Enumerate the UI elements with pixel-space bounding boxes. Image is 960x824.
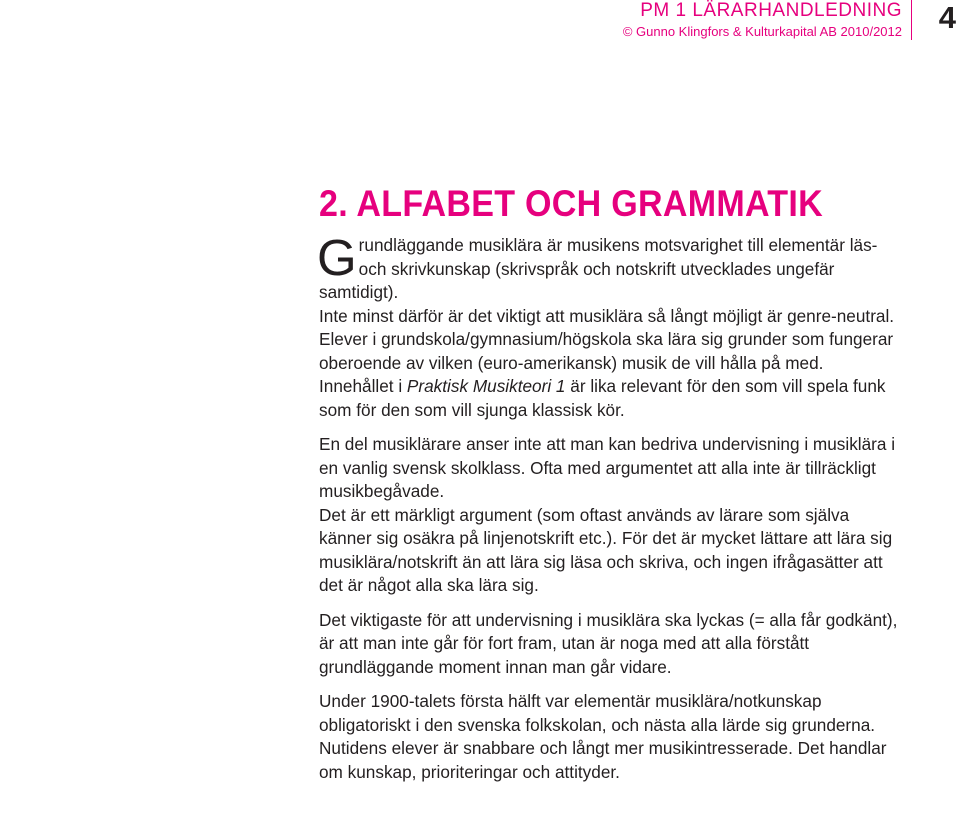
book-title: Praktisk Musikteori 1 (406, 376, 566, 396)
paragraph-important: Det viktigaste för att undervisning i musiklära ska lyckas (= alla får godkänt), är att man inte går för fort fram, utan är noga med att alla förstått grundläggande moment innan man går vidare. (319, 609, 898, 677)
paragraph-content-end: är lika relevant för den som vill spela funk som för den som vill sjunga klassisk kör. (319, 376, 886, 420)
paragraph-content-start: Innehållet i (319, 376, 407, 396)
paragraph-intro (317, 229, 899, 305)
page-number: 4 (938, 0, 956, 35)
paragraph-argument: Det är ett märkligt argument (som oftast används av lärare som själva känner sig osäkra på linjenotskrift etc.). För det är mycket lättare att lära sig musiklära/notskrift än att lära sig läsa och skriva, och ingen ifrågasätter att det är något alla ska lära sig. (319, 504, 893, 595)
header-divider (911, 0, 912, 40)
header-title: PM 1 LÄRARHANDLEDNING (640, 0, 902, 21)
section-heading: 2. ALFABET OCH GRAMMATIK (319, 183, 823, 224)
paragraph-content (319, 375, 899, 422)
header-text (623, 0, 902, 40)
header-copyright: © Gunno Klingfors & Kulturkapital AB 2010/2012 (622, 24, 902, 39)
drop-cap: G (317, 229, 357, 286)
page-header (0, 0, 960, 40)
body-text (317, 229, 899, 784)
paragraph-intro-text: rundläggande musiklära är musikens motsvarighet till elementär läs- och skrivkunskap (skrivspråk och notskrift utvecklades ungefär samtidigt). (319, 235, 878, 302)
paragraph-history: Under 1900-talets första hälft var elementär musiklära/notkunskap obligatoriskt i den svenska folkskolan, och nästa alla lärde sig grunderna. (319, 691, 876, 735)
paragraph-modern: Nutidens elever är snabbare och långt mer musikintresserade. Det handlar om kunskap, prioriteringar och attityder. (319, 738, 887, 782)
paragraph-teachers: En del musiklärare anser inte att man kan bedriva undervisning i musiklära i en vanlig svensk skolklass. Ofta med argumentet att alla inte är tillräckligt musikbegåvade. (319, 434, 896, 501)
paragraph-genre-neutral: Inte minst därför är det viktigt att musiklära så långt möjligt är genre-neutral. Elever i grundskola/gymnasium/högskola ska lära sig grunder som fungerar oberoende av vilken (euro-amerikansk) musik de vill hålla på med. (319, 305, 895, 373)
